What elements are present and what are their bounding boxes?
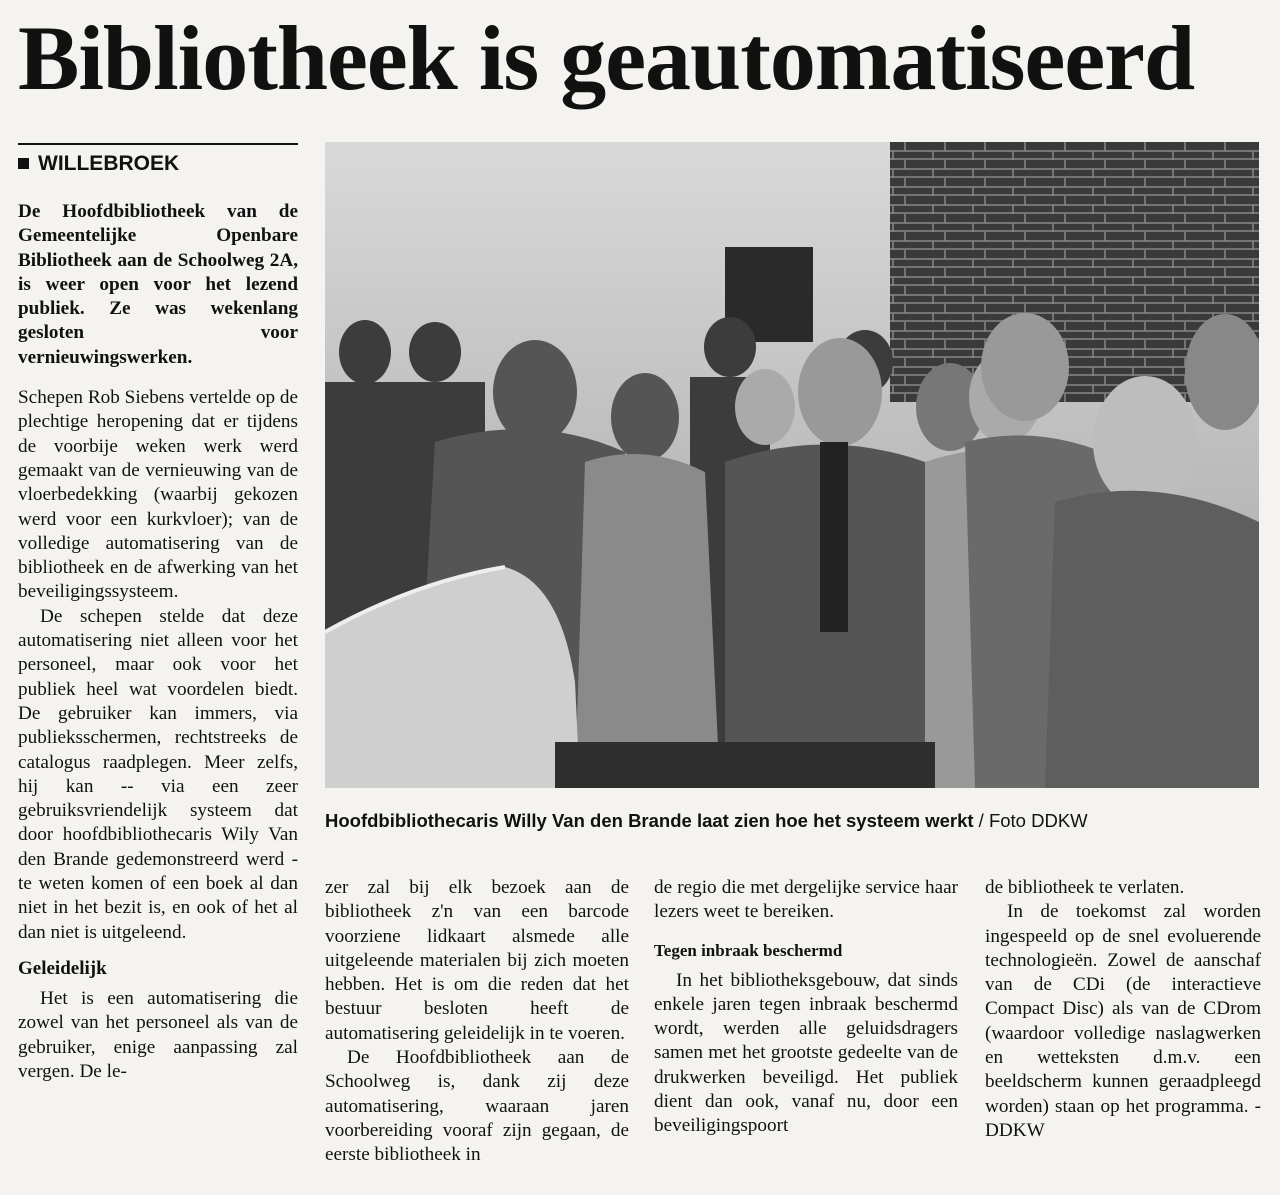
photo-credit: / Foto DDKW bbox=[973, 810, 1088, 831]
subheading: Geleidelijk bbox=[18, 957, 107, 979]
dateline bbox=[18, 143, 298, 179]
body-paragraph: Schepen Rob Siebens vertelde op de plechtige heropening dat er tijdens de voorbije weken werk werd gemaakt van de vernieuwing van de vloerbedekking (waarbij gekozen werd voor een kurkvloer); van de volledige automatisering van de bibliotheek en de afwerking van het beveiligingssysteem. bbox=[18, 387, 298, 603]
body-paragraph: De Hoofdbibliotheek aan de Schoolweg is, dank zij deze automatisering, waaraan jaren voorbereiding vooraf zijn gegaan, de eerste bibliotheek in bbox=[325, 1047, 629, 1166]
body-paragraph: In de toekomst zal worden ingespeeld op de snel evoluerende technologieën. Zowel de aanschaf van de CDi (de interactieve Compact Disc) als van de CDrom (waardoor volledige naslagwerken en wetteksten d.m.v. een beeldscherm kunnen geraadpleegd worden) staan op het programma. - DDKW bbox=[985, 901, 1261, 1141]
article-column-1 bbox=[18, 200, 298, 1084]
caption-text: Hoofdbibliothecaris Willy Van den Brande laat zien hoe het systeem werkt bbox=[325, 810, 974, 831]
article-column-2 bbox=[325, 876, 629, 1168]
lead-paragraph: De Hoofdbibliotheek van de Gemeentelijke Openbare Bibliotheek aan de Schoolweg 2A, is weer open voor het lezend publiek. Ze was wekenlang gesloten voor vernieuwingswerken. bbox=[18, 201, 298, 368]
body-paragraph: In het bibliotheksgebouw, dat sinds enkele jaren tegen inbraak beschermd wordt, werden alle geluidsdragers samen met het grootste gedeelte van de drukwerken beveiligd. Het publiek dient dan ook, vanaf nu, door een beveiligingspoort bbox=[654, 969, 958, 1137]
body-paragraph: De schepen stelde dat deze automatisering niet alleen voor het personeel, maar ook voor het publiek heel wat voordelen biedt. De gebruiker kan immers, via publieksschermen, rechtstreeks de catalogus raadplegen. Meer zelfs, hij kan -- via een zeer gebruiksvriendelijk systeem dat door hoofdbibliothecaris Wily Van den Brande gedemonstreerd werd - te weten komen of een boek al dan niet in het bezit is, en ook of het al dan niet is uitgeleend. bbox=[18, 605, 298, 943]
body-paragraph: de bibliotheek te verlaten. bbox=[985, 877, 1185, 898]
article-column-4 bbox=[985, 876, 1261, 1143]
photo-image bbox=[325, 142, 1259, 788]
article-column-3 bbox=[654, 876, 958, 1139]
body-paragraph: zer zal bij elk bezoek aan de bibliotheek z'n van een barcode voorziene lidkaart alsmede alle uitgeleende materialen bij zich moeten hebben. Het is om die reden dat het bestuur besloten heeft de automatisering geleidelijk in te voeren. bbox=[325, 877, 629, 1044]
body-paragraph: de regio die met dergelijke service haar lezers weet te bereiken. bbox=[654, 877, 958, 923]
subheading: Tegen inbraak beschermd bbox=[654, 940, 843, 960]
photo-caption bbox=[325, 810, 1259, 832]
dateline-text: WILLEBROEK bbox=[38, 152, 180, 175]
body-paragraph: Het is een automatisering die zowel van het personeel als van de gebruiker, enige aanpassing zal vergen. De le- bbox=[18, 987, 298, 1082]
headline: Bibliotheek is geautomatiseerd bbox=[18, 7, 1195, 109]
square-bullet-icon bbox=[18, 158, 29, 169]
news-photo bbox=[325, 142, 1259, 788]
